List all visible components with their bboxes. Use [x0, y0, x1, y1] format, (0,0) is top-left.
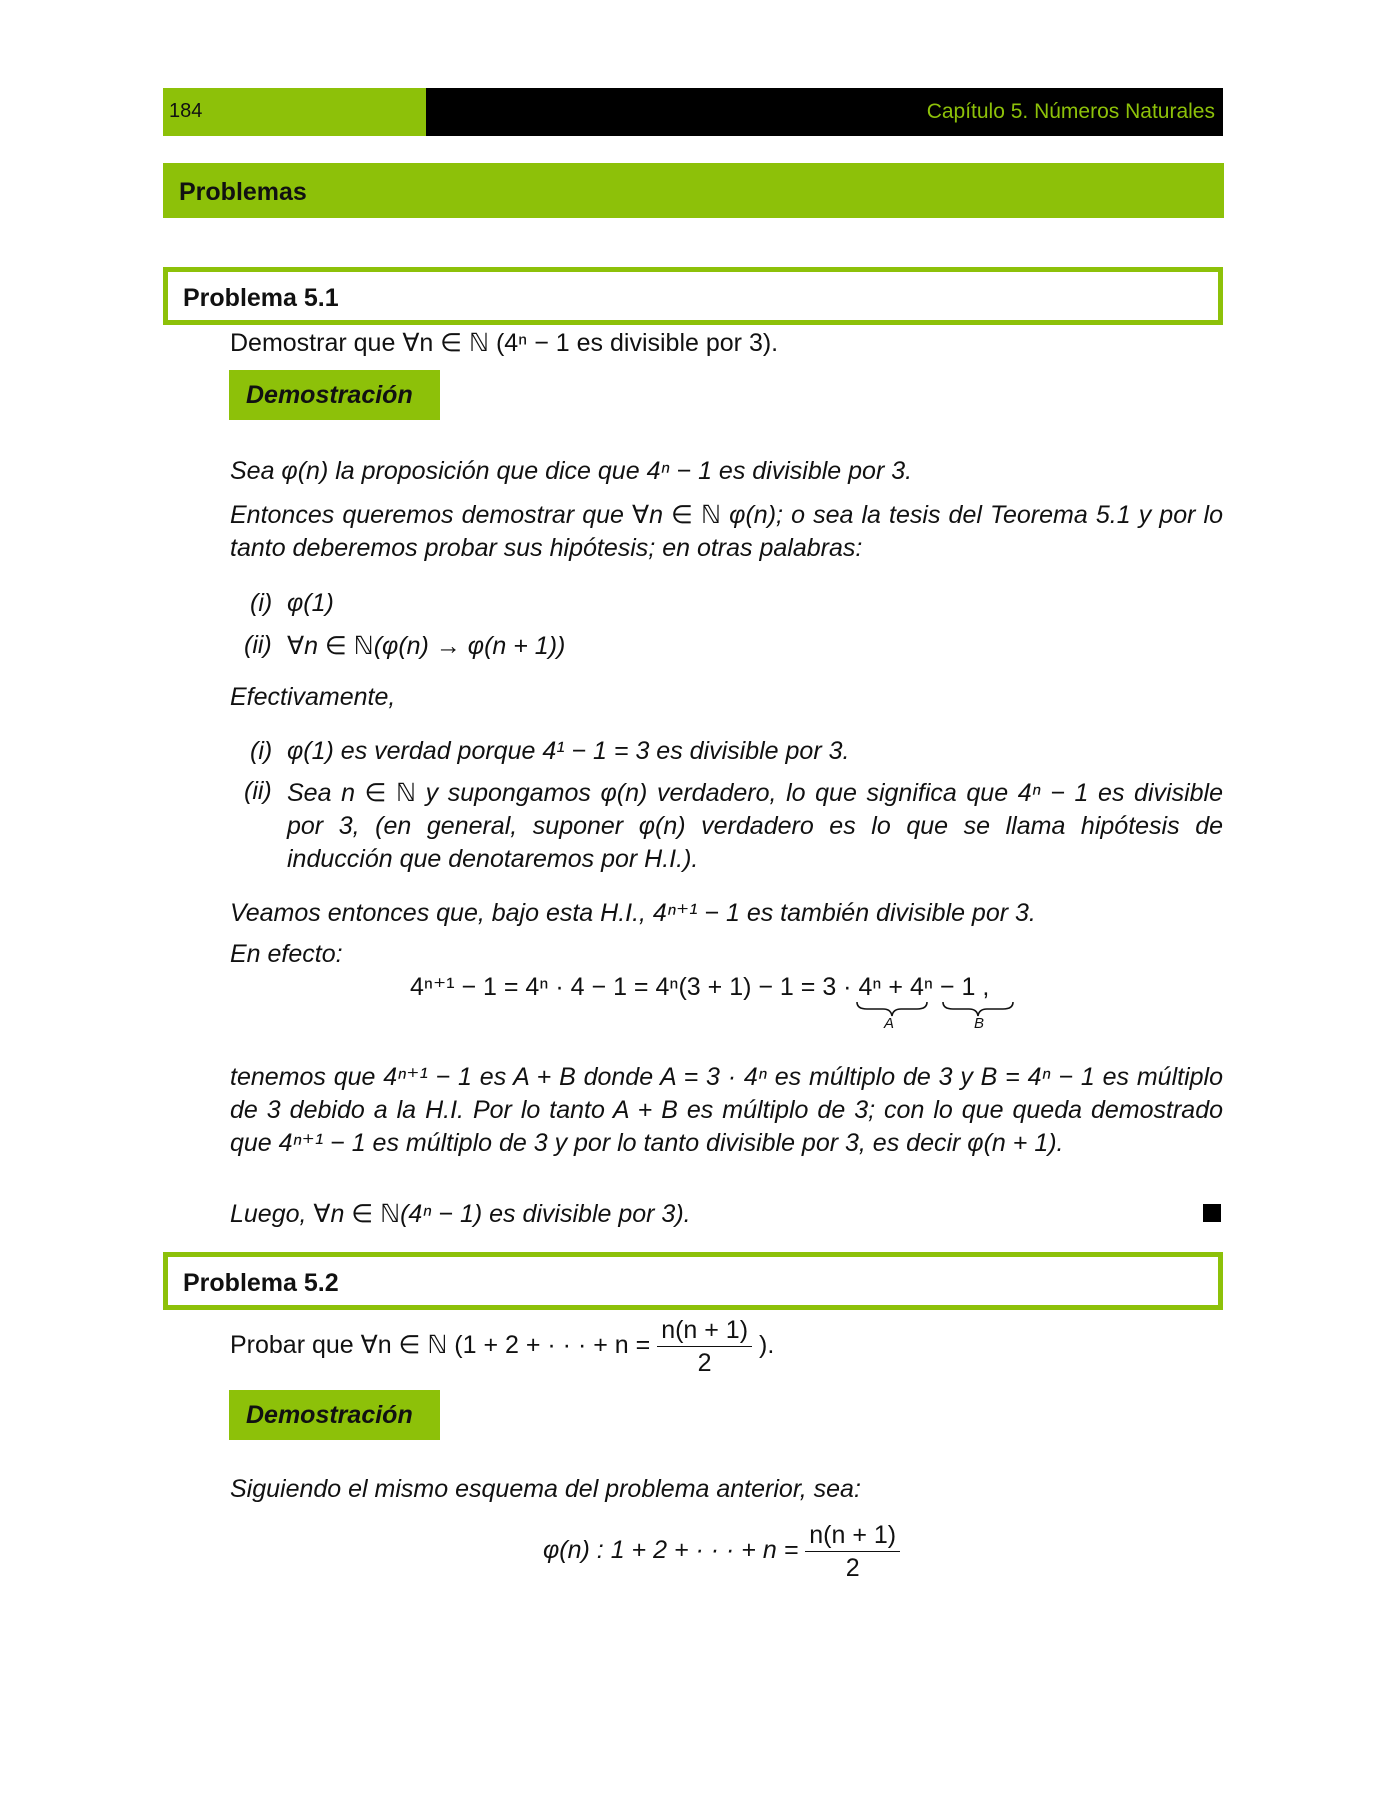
- paragraph: En efecto:: [230, 940, 343, 968]
- statement-end: ).: [759, 1331, 775, 1360]
- section-bar: [163, 163, 1224, 218]
- problem-statement: [230, 328, 778, 358]
- demo-label: Demostración: [246, 1401, 413, 1429]
- list-label: (ii): [244, 777, 272, 805]
- paragraph: Efectivamente,: [230, 683, 396, 711]
- chapter-title: Capítulo 5. Números Naturales: [926, 100, 1215, 123]
- demo-label: Demostración: [246, 381, 413, 409]
- problem-title: Problema 5.1: [183, 284, 339, 312]
- formula: [543, 1519, 900, 1584]
- paragraph: Veamos entonces que, bajo esta H.I., 4ⁿ⁺¹ − 1 es también divisible por 3.: [230, 899, 1036, 927]
- statement-prefix: Probar que: [230, 1331, 354, 1360]
- list-label: (i): [250, 589, 273, 617]
- list-item: φ(1): [287, 589, 334, 617]
- fraction-numerator: n(n + 1): [805, 1519, 900, 1552]
- problem-statement: [230, 1314, 774, 1379]
- equation: 4ⁿ⁺¹ − 1 = 4ⁿ · 4 − 1 = 4ⁿ(3 + 1) − 1 = 3 · 4ⁿ + 4ⁿ − 1 ,: [410, 973, 990, 1001]
- formula-lhs: φ(n) : 1 + 2 + · · · + n =: [543, 1536, 799, 1565]
- paragraph: tenemos que 4ⁿ⁺¹ − 1 es A + B donde A = 3 · 4ⁿ es múltiplo de 3 y B = 4ⁿ − 1 es múltiplo de 3 debido a la H.I. Por lo tanto A + B es múltiplo de 3; con lo que queda demostrado que 4ⁿ⁺¹ − 1 es múltiplo de 3 y por lo tanto divisible por 3, es decir φ(n + 1).: [230, 1063, 1223, 1157]
- demo-badge: [229, 370, 440, 420]
- brace-a: [857, 1002, 927, 1016]
- problem-box: [163, 1252, 1223, 1310]
- brace-label-b: B: [974, 1015, 985, 1032]
- statement-math: ∀n ∈ ℕ (1 + 2 + · · · + n =: [360, 1331, 651, 1360]
- section-title: Problemas: [179, 178, 307, 206]
- qed-square-icon: [1203, 1204, 1221, 1222]
- list-item: φ(1) es verdad porque 4¹ − 1 = 3 es divisible por 3.: [287, 737, 850, 765]
- list-label: (ii): [244, 631, 272, 659]
- statement-prefix: Demostrar que: [230, 329, 396, 357]
- list-item: ∀n ∈ ℕ(φ(n) → φ(n + 1)): [287, 632, 566, 660]
- problem-box: [163, 267, 1223, 325]
- fraction-denominator: 2: [845, 1554, 860, 1582]
- paragraph: Entonces queremos demostrar que ∀n ∈ ℕ φ(n); o sea la tesis del Teorema 5.1 y por lo tanto deberemos probar sus hipótesis; en otras palabras:: [230, 501, 1223, 562]
- statement-math: ∀n ∈ ℕ (4ⁿ − 1 es divisible por 3).: [402, 329, 779, 357]
- header-accent: [163, 88, 426, 136]
- page-number: 184: [169, 100, 203, 122]
- brace-b: [943, 1002, 1013, 1016]
- underbraces: [855, 1000, 1020, 1018]
- paragraph: Siguiendo el mismo esquema del problema anterior, sea:: [230, 1475, 861, 1503]
- fraction: [657, 1314, 752, 1379]
- fraction: [805, 1519, 900, 1584]
- demo-badge: [229, 1390, 440, 1440]
- paragraph: Luego, ∀n ∈ ℕ(4ⁿ − 1) es divisible por 3).: [230, 1200, 691, 1228]
- fraction-numerator: n(n + 1): [657, 1314, 752, 1347]
- list-item: Sea n ∈ ℕ y supongamos φ(n) verdadero, lo que significa que 4ⁿ − 1 es divisible por 3, (en general, suponer φ(n) verdadero es lo que se llama hipótesis de inducción que denotaremos por H.I.).: [287, 779, 1223, 873]
- page-header: [163, 88, 1223, 136]
- list-label: (i): [250, 737, 273, 765]
- problem-title: Problema 5.2: [183, 1269, 339, 1297]
- fraction-denominator: 2: [697, 1349, 712, 1377]
- paragraph: Sea φ(n) la proposición que dice que 4ⁿ − 1 es divisible por 3.: [230, 457, 913, 485]
- brace-label-a: A: [884, 1015, 895, 1032]
